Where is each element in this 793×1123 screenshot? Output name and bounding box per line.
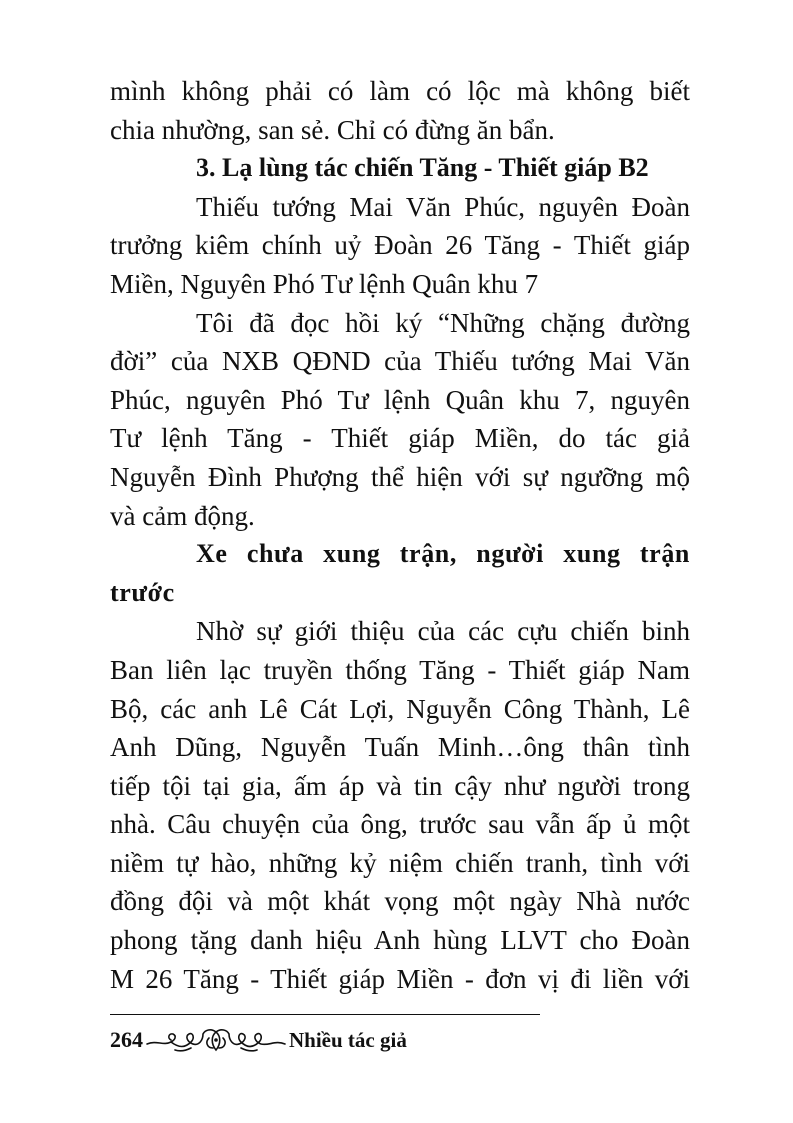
footer-author: Nhiều tác giả	[289, 1027, 407, 1052]
text-line: mình không phải có làm có lộc mà không biết	[110, 76, 690, 106]
subsection-heading	[110, 535, 690, 612]
text-line: Tư lệnh Tăng - Thiết giáp Miền, do tác giả	[110, 423, 690, 454]
footer-row	[110, 1025, 540, 1055]
text-line: Anh Dũng, Nguyễn Tuấn Minh…ông thân tình	[110, 732, 690, 763]
text-line: Bộ, các anh Lê Cát Lợi, Nguyễn Công Thành, Lê	[110, 693, 690, 724]
paragraph-continuation	[110, 72, 690, 149]
text-line: tiếp tội tại gia, ấm áp và tin cậy như người trong	[110, 770, 690, 801]
text-line: niềm tự hào, những kỷ niệm chiến tranh, tình với	[110, 847, 690, 878]
text-line: M 26 Tăng - Thiết giáp Miền - đơn vị đi liền với	[110, 963, 690, 994]
text-line: Nhờ sự giới thiệu của các cựu chiến binh	[196, 616, 690, 647]
text-line: trước	[110, 577, 175, 607]
page-body	[110, 72, 690, 998]
text-line: nhà. Câu chuyện của ông, trước sau vẫn ấp ủ một	[110, 809, 690, 840]
page-number: 264	[110, 1027, 143, 1052]
text-line: chia nhường, san sẻ. Chỉ có đừng ăn bẩn.	[110, 114, 555, 145]
paragraph-subject-title	[110, 188, 690, 304]
paragraph-memoir	[110, 304, 690, 536]
page-footer	[110, 1014, 540, 1055]
text-line: Thiếu tướng Mai Văn Phúc, nguyên Đoàn	[196, 191, 690, 222]
text-line: Phúc, nguyên Phó Tư lệnh Quân khu 7, nguyên	[110, 384, 690, 415]
footer-rule	[110, 1014, 540, 1015]
text-line: Ban liên lạc truyền thống Tăng - Thiết giáp Nam	[110, 654, 690, 685]
text-line: và cảm động.	[110, 500, 255, 531]
paragraph-visit	[110, 612, 690, 998]
text-line: Tôi đã đọc hồi ký “Những chặng đường	[196, 307, 690, 338]
section-heading: 3. Lạ lùng tác chiến Tăng - Thiết giáp B2	[196, 153, 649, 183]
text-line: Xe chưa xung trận, người xung trận	[196, 539, 690, 569]
text-line: trưởng kiêm chính uỷ Đoàn 26 Tăng - Thiết giáp	[110, 230, 690, 261]
text-line: Miền, Nguyên Phó Tư lệnh Quân khu 7	[110, 268, 539, 299]
text-line: đồng đội và một khát vọng một ngày Nhà nước	[110, 886, 690, 917]
text-line: phong tặng danh hiệu Anh hùng LLVT cho Đoàn	[110, 925, 690, 956]
text-line: đời” của NXB QĐND của Thiếu tướng Mai Văn	[110, 346, 690, 377]
floral-ornament-icon	[145, 1026, 287, 1054]
text-line: Nguyễn Đình Phượng thể hiện với sự ngưỡng mộ	[110, 461, 690, 492]
